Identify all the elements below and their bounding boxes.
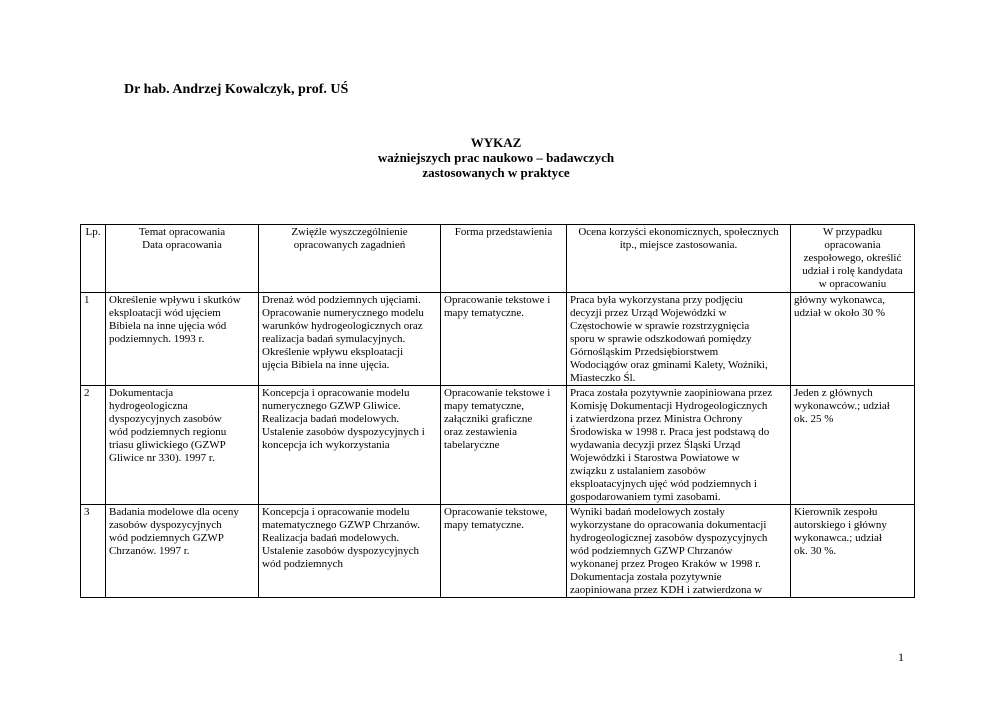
cell-ocena-text: Praca została pozytywnie zaopiniowana przez Komisję Dokumentacji Hydrogeologicznych i zatwierdzona przez Ministra Ochrony Środowiska w 1998 r. Praca jest podstawą do wydawania decyzji przez Śląski Urząd Wojewódzki i Starostwa Powiatowe w związku z ustalaniem zasobów eksploatacyjnych ujęć wód podziemnych i gospodarowaniem tymi zasobami. [570, 387, 773, 503]
cell-forma [441, 293, 567, 386]
cell-forma [441, 505, 567, 598]
cell-zagadnienia-text: Drenaż wód podziemnych ujęciami. Opracowanie numerycznego modelu warunków hydrogeologicznych oraz realizacja badań symulacyjnych. Określenie wpływu eksploatacji ujęcia Bibiela na inne ujęcia. [262, 294, 424, 371]
cell-udzial [791, 386, 915, 505]
cell-udzial-text: Kierownik zespołu autorskiego i główny wykonawca.; udział ok. 30 %. [794, 506, 887, 557]
cell-zagadnienia [259, 505, 441, 598]
cell-temat [106, 293, 259, 386]
header-ocena-text: Ocena korzyści ekonomicznych, społecznych itp., miejsce zastosowania. [578, 226, 779, 251]
cell-ocena-text: Wyniki badań modelowych zostały wykorzystane do opracowania dokumentacji hydrogeologicznej zasobów dyspozycyjnych wód podziemnych GZWP Chrzanów wykonanej przez Progeo Kraków w 1998 r. Dokumentacja została pozytywnie zaopiniowana przez KDH i zatwierdzona w [570, 506, 768, 596]
cell-ocena [567, 293, 791, 386]
cell-temat-text: Dokumentacja hydrogeologiczna dyspozycyjnych zasobów wód podziemnych regionu triasu gliwickiego (GZWP Gliwice nr 330). 1997 r. [109, 387, 227, 464]
cell-lp: 3 [81, 505, 106, 598]
cell-udzial [791, 505, 915, 598]
header-forma-text: Forma przedstawienia [454, 226, 553, 238]
table-row [81, 505, 915, 598]
cell-zagadnienia [259, 386, 441, 505]
works-table [80, 224, 915, 598]
cell-forma-text: Opracowanie tekstowe i mapy tematyczne, załączniki graficzne oraz zestawienia tabelaryczne [444, 387, 551, 451]
table-row [81, 293, 915, 386]
page-number: 1 [898, 650, 904, 664]
cell-zagadnienia-text: Koncepcja i opracowanie modelu numerycznego GZWP Gliwice. Realizacja badań modelowych. Ustalenie zasobów dyspozycyjnych i koncepcja ich wykorzystania [262, 387, 425, 451]
header-udzial-text: W przypadku opracowania zespołowego, określić udział i rolę kandydata w opracowaniu [802, 226, 903, 290]
cell-ocena-text: Praca była wykorzystana przy podjęciu decyzji przez Urząd Wojewódzki w Częstochowie w sprawie rozstrzygnięcia sporu w sprawie odszkodowań pomiędzy Górnośląskim Przedsiębiorstwem Wodociągów oraz gminami Kalety, Woźniki, Miasteczko Śl. [570, 294, 768, 384]
cell-udzial-text: główny wykonawca, udział w około 30 % [794, 294, 886, 319]
heading-subtitle-2: zastosowanych w praktyce [422, 165, 570, 180]
author-name: Dr hab. Andrzej Kowalczyk, prof. UŚ [124, 82, 349, 97]
header-zagadnienia-text: Zwięźle wyszczególnienie opracowanych zagadnień [291, 226, 408, 251]
header-zagadnienia [259, 225, 441, 293]
header-lp [81, 225, 106, 293]
cell-lp: 2 [81, 386, 106, 505]
header-ocena [567, 225, 791, 293]
header-temat-text: Temat opracowania Data opracowania [138, 226, 226, 251]
cell-ocena [567, 505, 791, 598]
cell-temat-text: Określenie wpływu i skutków eksploatacji wód ujęciem Bibiela na inne ujęcia wód podziemnych. 1993 r. [109, 294, 241, 345]
cell-zagadnienia [259, 293, 441, 386]
header-udzial [791, 225, 915, 293]
table-row [81, 386, 915, 505]
table-header-row [81, 225, 915, 293]
cell-udzial-text: Jeden z głównych wykonawców.; udział ok. 25 % [794, 387, 890, 425]
cell-temat-text: Badania modelowe dla oceny zasobów dyspozycyjnych wód podziemnych GZWP Chrzanów. 1997 r. [109, 506, 239, 557]
cell-forma-text: Opracowanie tekstowe, mapy tematyczne. [444, 506, 548, 531]
header-temat [106, 225, 259, 293]
cell-forma-text: Opracowanie tekstowe i mapy tematyczne. [444, 294, 551, 319]
heading-subtitle-1: ważniejszych prac naukowo – badawczych [377, 150, 615, 165]
cell-zagadnienia-text: Koncepcja i opracowanie modelu matematycznego GZWP Chrzanów. Realizacja badań modelowych. Ustalenie zasobów dyspozycyjnych wód podziemnych [262, 506, 421, 570]
cell-udzial [791, 293, 915, 386]
header-lp-text: Lp. [85, 226, 101, 238]
header-forma [441, 225, 567, 293]
cell-ocena [567, 386, 791, 505]
document-heading [0, 135, 992, 180]
cell-temat [106, 505, 259, 598]
cell-lp: 1 [81, 293, 106, 386]
heading-title: WYKAZ [470, 135, 522, 150]
cell-temat [106, 386, 259, 505]
cell-forma [441, 386, 567, 505]
